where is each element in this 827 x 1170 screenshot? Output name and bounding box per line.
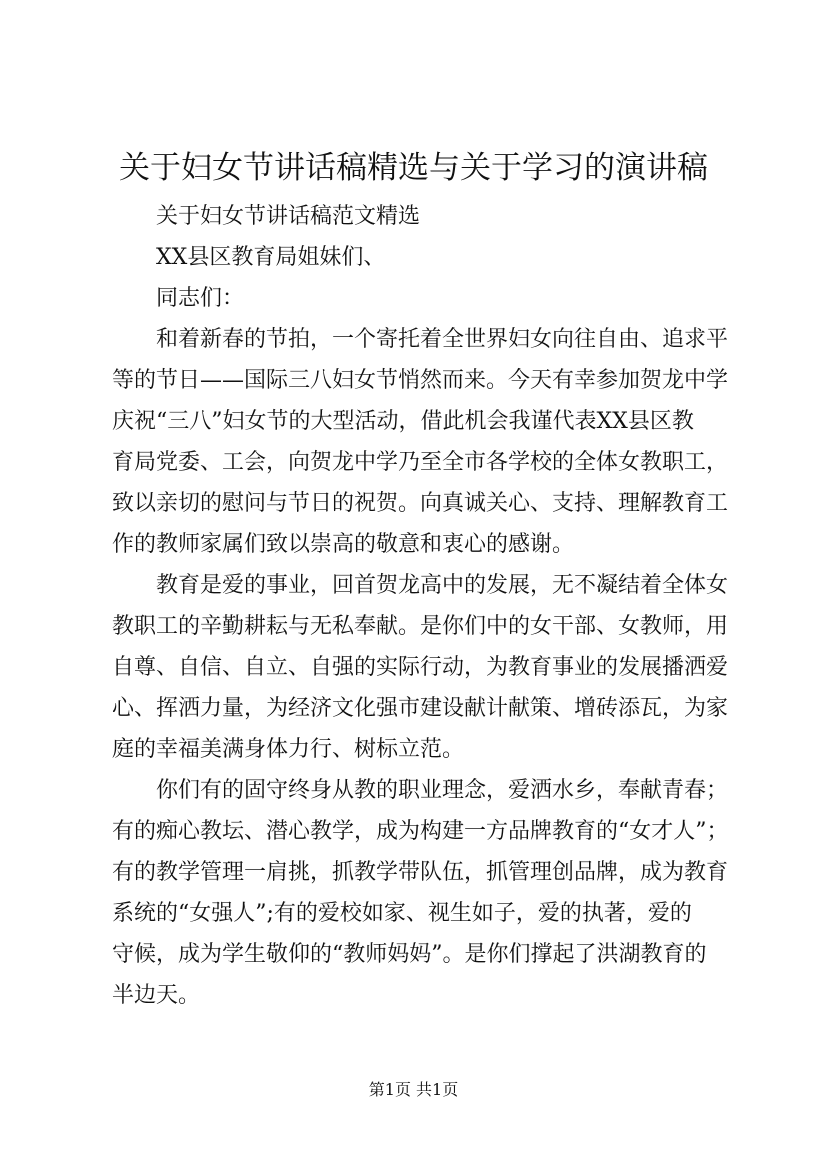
body-line: 半边天。 [112,983,201,1008]
body-line: 有的痴心教坛、潜心教学，成为构建一方品牌教育的“女才人”； [112,819,729,844]
body-line: XX县区教育局姐妹们、 [156,245,386,270]
body-line: 心、挥洒力量，为经济文化强市建设献计献策、增砖添瓦，为家 [112,696,729,721]
body-line: 庭的幸福美满身体力行、树标立范。 [112,737,465,762]
body-line: 系统的“女强人”;有的爱校如家、视生如子，爱的执著，爱的 [112,901,692,926]
body-line: 有的教学管理一肩挑，抓教学带队伍，抓管理创品牌，成为教育 [112,860,729,885]
body-line: 作的教师家属们致以崇高的敬意和衷心的感谢。 [112,532,575,557]
document-title: 关于妇女节讲话稿精选与关于学习的演讲稿 [119,150,708,186]
body-line: 等的节日——国际三八妇女节悄然而来。今天有幸参加贺龙中学 [112,368,729,393]
page-footer: 第1页 共1页 [368,1080,459,1099]
body-line: 庆祝“三八”妇女节的大型活动，借此机会我谨代表XX县区教 [112,409,694,434]
body-line: 关于妇女节讲话稿范文精选 [156,204,421,229]
body-line: 和着新春的节拍，一个寄托着全世界妇女向往自由、追求平 [156,327,729,352]
body-line: 致以亲切的慰问与节日的祝贺。向真诚关心、支持、理解教育工 [112,491,729,516]
body-line: 同志们： [156,286,245,311]
body-line: 育局党委、工会，向贺龙中学乃至全市各学校的全体女教职工， [112,450,729,475]
body-line: 守候，成为学生敬仰的“教师妈妈”。是你们撑起了洪湖教育的 [112,942,707,967]
body-line: 自尊、自信、自立、自强的实际行动，为教育事业的发展播洒爱 [112,655,729,680]
body-line: 教育是爱的事业，回首贺龙高中的发展，无不凝结着全体女 [156,573,729,598]
document-body [112,196,732,1016]
body-line: 你们有的固守终身从教的职业理念，爱洒水乡，奉献青春； [156,778,729,803]
body-line: 教职工的辛勤耕耘与无私奉献。是你们中的女干部、女教师，用 [112,614,729,639]
